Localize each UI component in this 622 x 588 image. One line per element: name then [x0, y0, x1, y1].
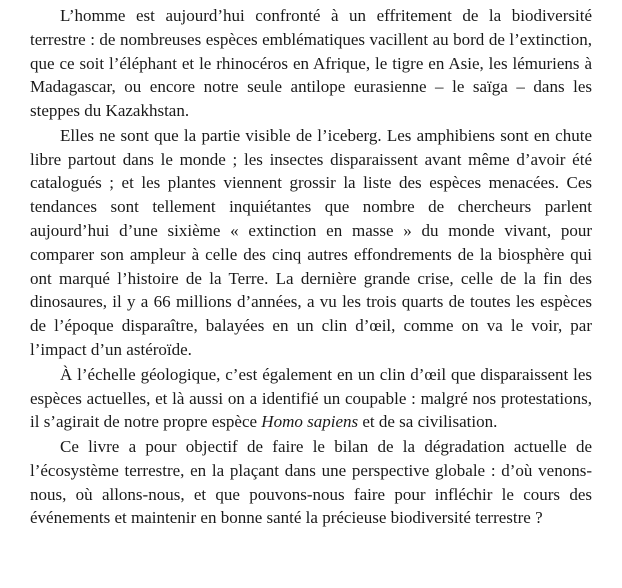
- paragraph-4: Ce livre a pour objectif de faire le bilan de la dégradation actuelle de l’écosystème terrestre, en la plaçant dans une perspective globale : d’où venons-nous, où allons-nous, et que pouvons-nous faire pour infléchir le cours des événements et maintenir en bonne santé la précieuse biodiversité terrestre ?: [30, 437, 592, 528]
- paragraph-1: L’homme est aujourd’hui confronté à un effritement de la biodiversité terrestre : de nombreuses espèces emblématiques vacillent au bord de l’extinction, que ce soit l’éléphant et le rhinocéros en Afrique, le tigre en Asie, les lémuriens à Madagascar, ou encore notre seule antilope eurasienne – le saïga – dans les steppes du Kazakhstan.: [30, 6, 592, 121]
- paragraph-3-text-before: À l’échelle géologique, c’est également en un clin d’œil que disparaissent les espèces actuelles, et là aussi on a identifié un coupable : malgré nos protestations, il s’agirait de notre propre espèce: [30, 364, 592, 432]
- paragraph-3-text-after: et de sa civilisation.: [358, 412, 498, 432]
- species-name-italic: Homo sapiens: [261, 412, 359, 432]
- paragraph-2: Elles ne sont que la partie visible de l’iceberg. Les amphibiens sont en chute libre partout dans le monde ; les insectes disparaissent avant même d’avoir été catalogués ; et les plantes viennent grossir la liste des espèces menacées. Ces tendances sont tellement inquiétantes que nombre de chercheurs parlent aujourd’hui d’une sixième « extinction en masse » du monde vivant, pour comparer son ampleur à celle des cinq autres effondrements de la biosphère qui ont marqué l’histoire de la Terre. La dernière grande crise, celle de la fin des dinosaures, il y a 66 millions d’années, a vu les trois quarts de toutes les espèces de l’époque disparaître, balayées en un clin d’œil, comme on va le voir, par l’impact d’un astéroïde.: [30, 125, 592, 360]
- paragraph-3: [30, 363, 592, 434]
